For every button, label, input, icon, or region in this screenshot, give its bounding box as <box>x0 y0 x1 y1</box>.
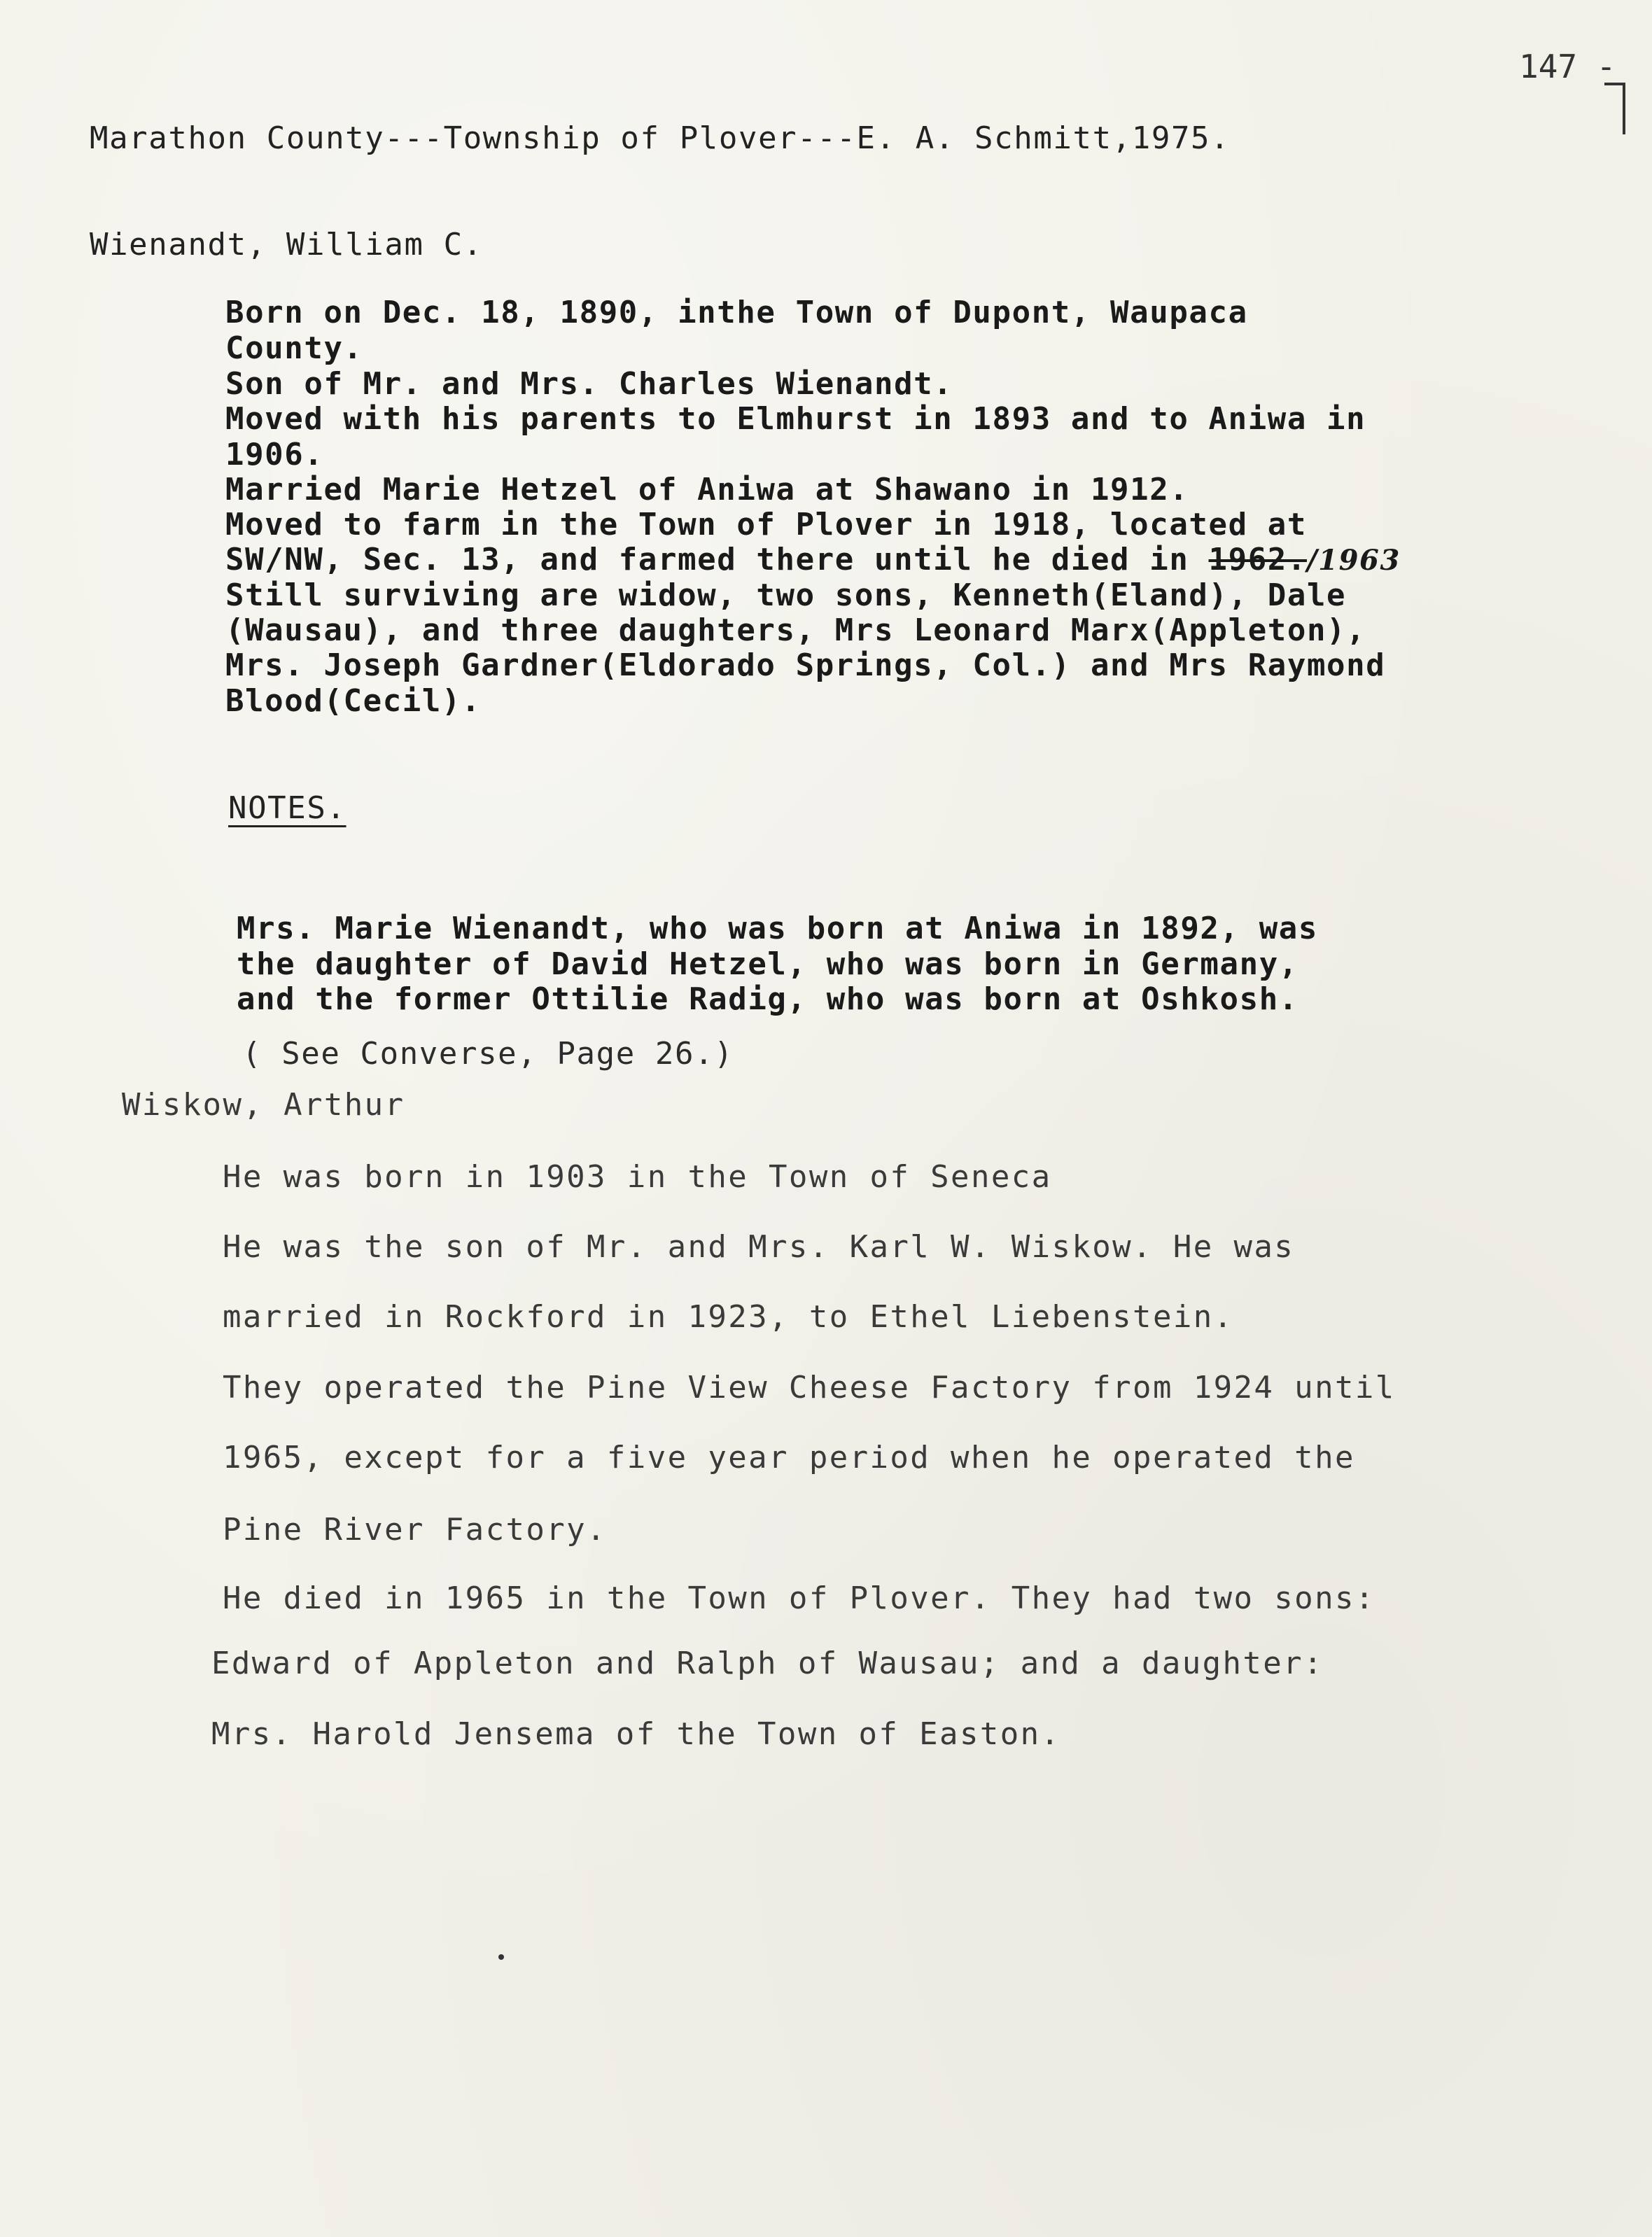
entry-line: married in Rockford in 1923, to Ethel Liebenstein. <box>223 1299 1234 1335</box>
entry-line: He died in 1965 in the Town of Plover. They had two sons: <box>223 1580 1376 1616</box>
entry-line: Still surviving are widow, two sons, Kenneth(Eland), Dale <box>225 577 1347 613</box>
entry-line: Edward of Appleton and Ralph of Wausau; and a daughter: <box>211 1646 1324 1681</box>
entry-name-wiskow: Wiskow, Arthur <box>122 1087 405 1123</box>
notes-line: Mrs. Marie Wienandt, who was born at Aniwa in 1892, was <box>237 911 1318 946</box>
entry-line: County. <box>225 330 363 366</box>
entry-line: Blood(Cecil). <box>225 683 482 719</box>
entry-line: He was born in 1903 in the Town of Seneca <box>223 1159 1052 1195</box>
entry-line: (Wausau), and three daughters, Mrs Leonard Marx(Appleton), <box>225 612 1366 648</box>
entry-line: Mrs. Joseph Gardner(Eldorado Springs, Col.) and Mrs Raymond <box>225 647 1386 683</box>
entry-line: Moved to farm in the Town of Plover in 1918, located at <box>225 507 1307 542</box>
entry-name-wienandt: Wienandt, William C. <box>90 227 483 262</box>
entry-line: Born on Dec. 18, 1890, inthe Town of Dupont, Waupaca <box>225 295 1248 330</box>
notes-line: the daughter of David Hetzel, who was born in Germany, <box>237 946 1298 982</box>
corner-bracket-mark <box>1604 83 1625 134</box>
struck-year: 1962. <box>1208 542 1307 577</box>
entry-line: Mrs. Harold Jensema of the Town of Easton. <box>211 1716 1061 1752</box>
entry-line: They operated the Pine View Cheese Factory from 1924 until <box>223 1370 1396 1405</box>
notes-line: and the former Ottilie Radig, who was born at Oshkosh. <box>237 981 1298 1017</box>
entry-line: Married Marie Hetzel of Aniwa at Shawano in 1912. <box>225 472 1189 507</box>
entry-line: Son of Mr. and Mrs. Charles Wienandt. <box>225 366 953 402</box>
entry-line: Pine River Factory. <box>223 1512 607 1548</box>
entry-line: He was the son of Mr. and Mrs. Karl W. Wiskow. He was <box>223 1229 1295 1265</box>
entry-line: 1906. <box>225 437 324 472</box>
notes-reference: ( See Converse, Page 26.) <box>242 1036 734 1072</box>
handwritten-correction: /1963 <box>1306 544 1401 577</box>
stray-ink-dot <box>498 1954 504 1960</box>
page-number: 147 - <box>1519 48 1616 85</box>
entry-line: 1965, except for a five year period when he operated the <box>223 1440 1355 1475</box>
notes-heading: NOTES. <box>228 790 346 826</box>
entry-line: Moved with his parents to Elmhurst in 1893 and to Aniwa in <box>225 401 1366 437</box>
entry-line-died <box>225 542 1401 577</box>
died-line-text: SW/NW, Sec. 13, and farmed there until he died in <box>225 542 1209 577</box>
document-header: Marathon County---Township of Plover---E. A. Schmitt,1975. <box>90 120 1231 156</box>
